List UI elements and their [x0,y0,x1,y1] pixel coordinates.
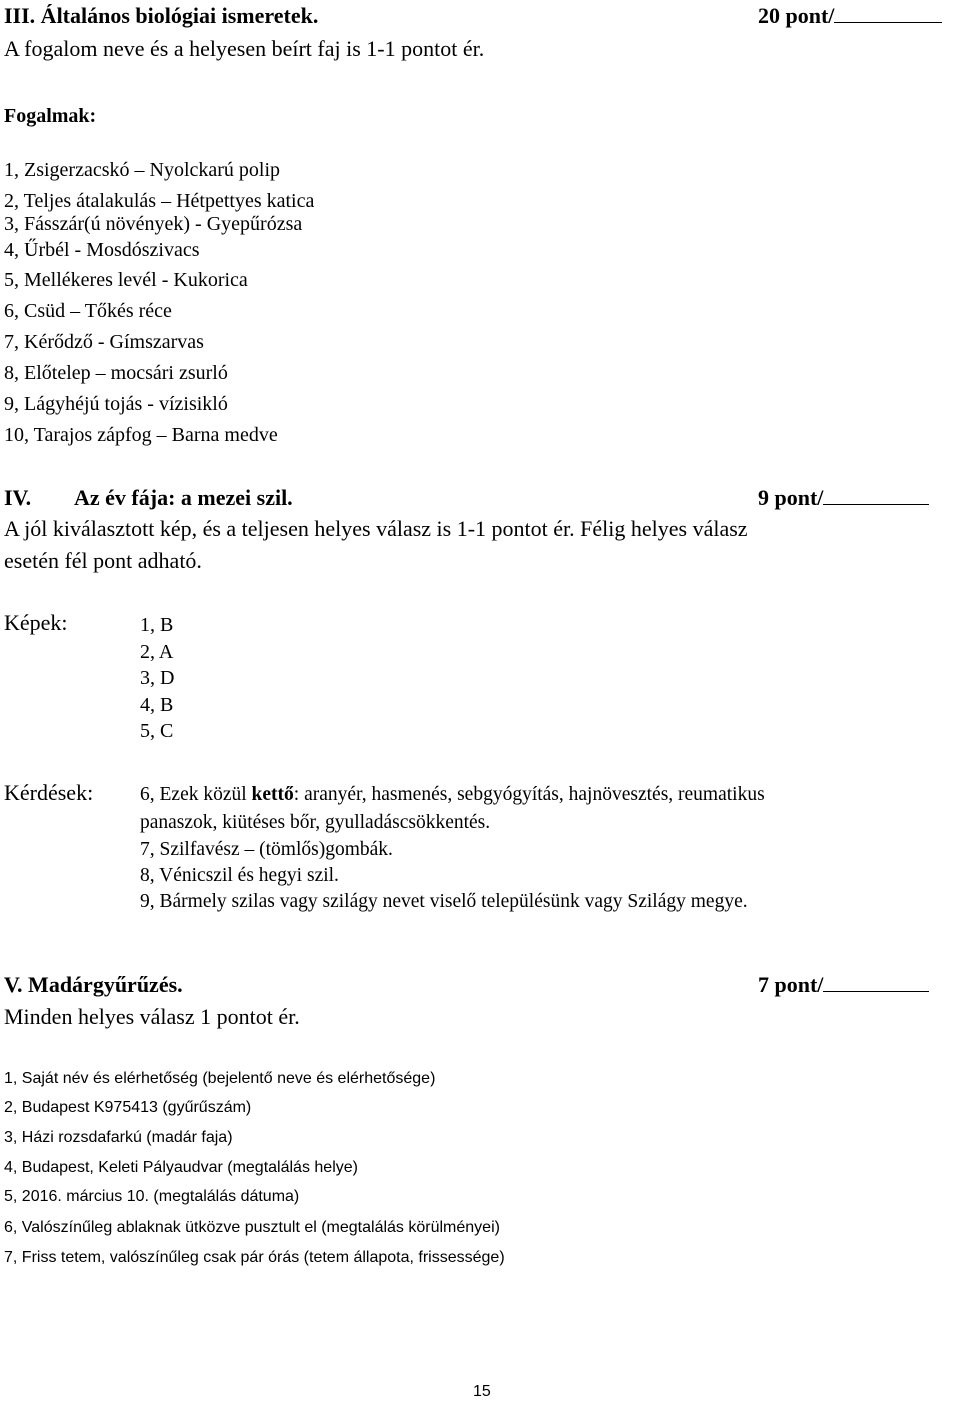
ringing-answer: 6, Valószínűleg ablaknak ütközve pusztult el (megtalálás körülményei) [4,1219,500,1236]
image-answer: 2, A [140,641,174,663]
section4-title: Az év fája: a mezei szil. [74,485,293,510]
concept-item: 10, Tarajos zápfog – Barna medve [4,424,278,446]
section3-points-label: 20 pont/ [758,3,835,28]
concept-item: 3, Fásszár(ú növények) - Gyepűrózsa [4,213,303,235]
image-answer: 5, C [140,720,174,742]
image-answer: 3, D [140,667,175,689]
image-answer: 4, B [140,694,174,716]
page-number: 15 [473,1383,491,1400]
section5-score-blank[interactable] [823,973,929,992]
section5-points [758,972,929,998]
section3-score-blank[interactable] [834,4,942,23]
section4-points-label: 9 pont/ [758,485,824,510]
section4-points [758,485,929,511]
section3-instruction: A fogalom neve és a helyesen beírt faj is 1-1 pontot ér. [4,36,485,61]
section4-number: IV. [4,485,32,510]
concept-item: 8, Előtelep – mocsári zsurló [4,362,228,384]
concepts-heading: Fogalmak: [4,105,97,127]
q6-prefix: 6, Ezek közül [140,784,252,805]
question-answer-7: 7, Szilfavész – (tömlős)gombák. [140,839,393,860]
ringing-answer: 4, Budapest, Keleti Pályaudvar (megtalálás helye) [4,1159,358,1176]
questions-label: Kérdések: [4,780,94,805]
section3-points [758,3,942,29]
ringing-answer: 3, Házi rozsdafarkú (madár faja) [4,1129,233,1146]
question-answer-6-line2: panaszok, kiütéses bőr, gyulladáscsökkentés. [140,812,491,833]
section3-title: III. Általános biológiai ismeretek. [4,3,319,28]
section4-instruction-line1: A jól kiválasztott kép, és a teljesen helyes válasz is 1-1 pontot ér. Félig helyes válasz [4,516,748,541]
concept-item: 5, Mellékeres levél - Kukorica [4,269,248,291]
ringing-answer: 7, Friss tetem, valószínűleg csak pár órás (tetem állapota, frissessége) [4,1249,505,1266]
concept-item: 4, Űrbél - Mosdószivacs [4,239,200,261]
question-answer-6 [140,783,765,807]
ringing-answer: 2, Budapest K975413 (gyűrűszám) [4,1099,252,1116]
ringing-answer: 5, 2016. március 10. (megtalálás dátuma) [4,1188,300,1205]
concept-item: 9, Lágyhéjú tojás - vízisikló [4,393,228,415]
images-label: Képek: [4,610,68,635]
question-answer-8: 8, Vénicszil és hegyi szil. [140,865,339,886]
concept-item: 2, Teljes átalakulás – Hétpettyes katica [4,190,315,212]
ringing-answer: 1, Saját név és elérhetőség (bejelentő neve és elérhetősége) [4,1070,436,1087]
image-answer: 1, B [140,614,174,636]
concept-item: 6, Csüd – Tőkés réce [4,300,172,322]
q6-bold: kettő [251,784,294,805]
q6-suffix: : aranyér, hasmenés, sebgyógyítás, hajnövesztés, reumatikus [293,784,765,805]
section5-points-label: 7 pont/ [758,972,824,997]
concept-item: 7, Kérődző - Gímszarvas [4,331,204,353]
concept-item: 1, Zsigerzacskó – Nyolckarú polip [4,159,281,181]
question-answer-9: 9, Bármely szilas vagy szilágy nevet viselő településünk vagy Szilágy megye. [140,891,748,912]
section4-score-blank[interactable] [823,486,929,505]
section5-title: V. Madárgyűrűzés. [4,972,183,997]
section5-instruction: Minden helyes válasz 1 pontot ér. [4,1004,300,1029]
section4-instruction-line2: esetén fél pont adható. [4,548,202,573]
